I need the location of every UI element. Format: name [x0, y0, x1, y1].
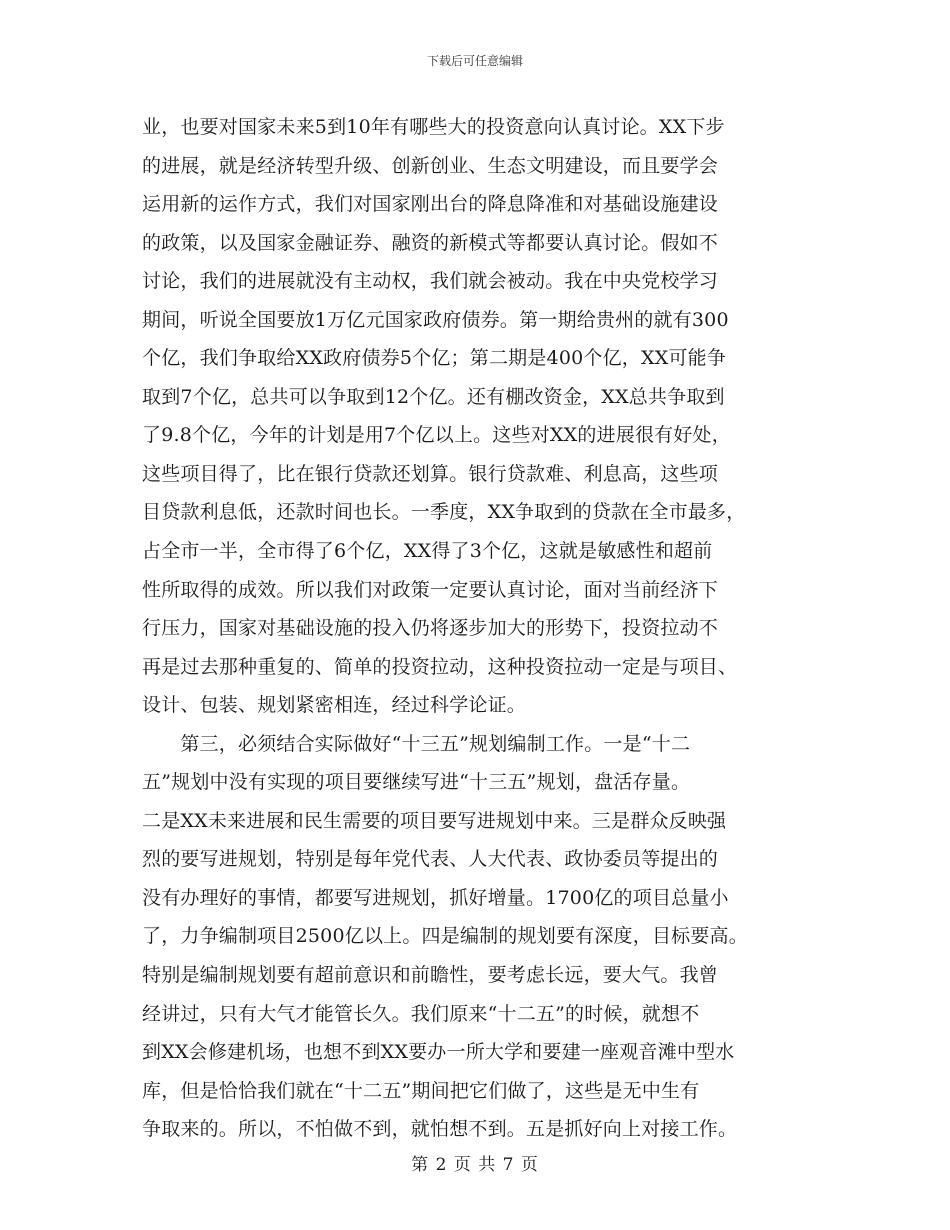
body-text-line: 到XX会修建机场，也想不到XX要办一所大学和要建一座观音滩中型水: [142, 1041, 735, 1064]
page-header: 下载后可任意编辑: [426, 54, 523, 68]
document-body: [142, 108, 822, 1149]
body-text-line: 个亿，我们争取给XX政府债券5个亿；第二期是400个亿，XX可能争: [142, 347, 727, 370]
body-text-line: 行压力，国家对基础设施的投入仍将逐步加大的形势下，投资拉动不: [142, 617, 719, 640]
body-text-line: 库，但是恰恰我们就在“十二五”期间把它们做了，这些是无中生有: [142, 1079, 700, 1102]
body-text-line: 目贷款利息低，还款时间也长。一季度，XX争取到的贷款在全市最多，: [142, 501, 746, 524]
body-text-line: 期间，听说全国要放1万亿元国家政府债券。第一期给贵州的就有300: [142, 308, 729, 331]
body-text-line: 特别是编制规划要有超前意识和前瞻性，要考虑长远，要大气。我曾: [142, 964, 719, 987]
body-text-line: 二是XX未来进展和民生需要的项目要写进规划中来。三是群众反映强: [142, 809, 727, 832]
body-text-line: 设计、包装、规划紧密相连，经过科学论证。: [142, 694, 527, 717]
body-text-line: 了，力争编制项目2500亿以上。四是编制的规划要有深度，目标要高。: [142, 925, 748, 948]
body-text-line: 这些项目得了，比在银行贷款还划算。银行贷款难、利息高，这些项: [142, 462, 719, 485]
body-text-line: 运用新的运作方式，我们对国家刚出台的降息降准和对基础设施建设: [142, 193, 719, 216]
page-number-footer: 第 2 页 共 7 页: [411, 1155, 539, 1175]
body-text-line: 取到7个亿，总共可以争取到12个亿。还有棚改资金，XX总共争取到: [142, 385, 725, 408]
body-text-line: 第三，必须结合实际做好“十三五”规划编制工作。一是“十二: [142, 732, 691, 755]
body-text-line: 五”规划中没有实现的项目要继续写进“十三五”规划，盘活存量。: [142, 771, 691, 794]
body-text-line: 的政策，以及国家金融证券、融资的新模式等都要认真讨论。假如不: [142, 231, 719, 254]
body-text-line: 再是过去那种重复的、简单的投资拉动，这种投资拉动一定是与项目、: [142, 655, 738, 678]
body-text-line: 讨论，我们的进展就没有主动权，我们就会被动。我在中央党校学习: [142, 270, 719, 293]
body-text-line: 争取来的。所以，不怕做不到，就怕想不到。五是抓好向上对接工作。: [142, 1118, 738, 1141]
body-text-line: 烈的要写进规划，特别是每年党代表、人大代表、政协委员等提出的: [142, 848, 719, 871]
body-text-line: 了9.8个亿，今年的计划是用7个亿以上。这些对XX的进展很有好处，: [142, 424, 731, 447]
body-text-line: 的进展，就是经济转型升级、创新创业、生态文明建设，而且要学会: [142, 154, 719, 177]
body-text-line: 没有办理好的事情，都要写进规划，抓好增量。1700亿的项目总量小: [142, 886, 729, 909]
body-text-line: 性所取得的成效。所以我们对政策一定要认真讨论，面对当前经济下: [142, 578, 719, 601]
body-text-line: 业，也要对国家未来5到10年有哪些大的投资意向认真讨论。XX下步: [142, 116, 725, 138]
body-text-line: 经讲过，只有大气才能管长久。我们原来“十二五”的时候，就想不: [142, 1002, 700, 1025]
body-text-line: 占全市一半，全市得了6个亿，XX得了3个亿，这就是敏感性和超前: [142, 540, 713, 563]
